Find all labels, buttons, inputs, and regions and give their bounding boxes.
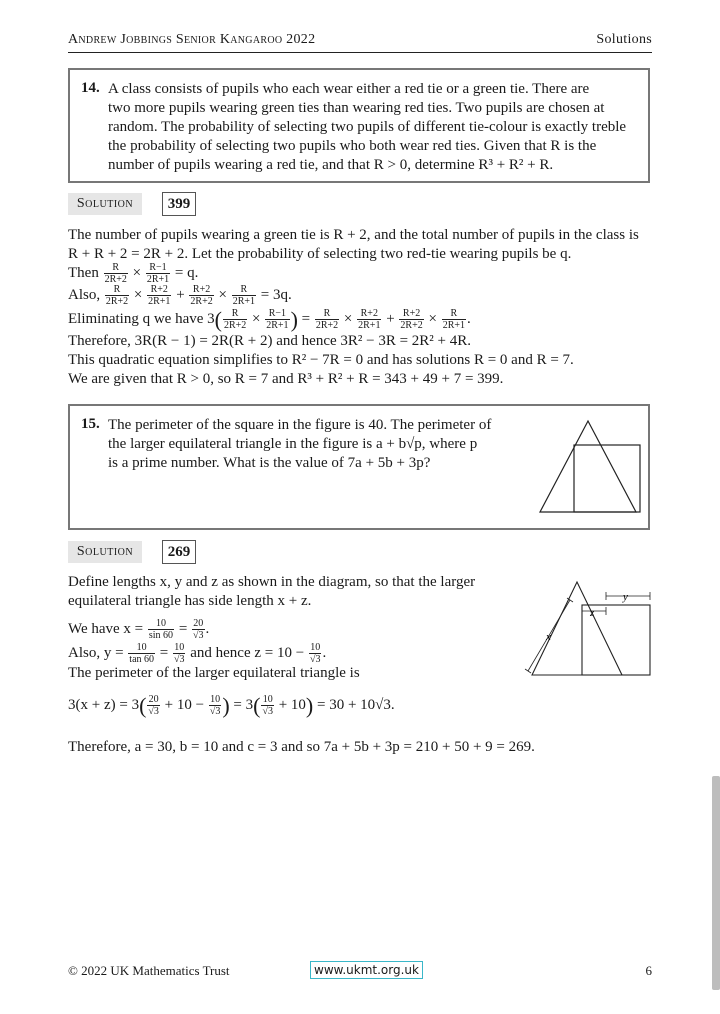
problem-15-figure	[534, 416, 644, 516]
sol15-final: Therefore, a = 30, b = 10 and c = 3 and so 7a + 5b + 3p = 210 + 50 + 9 = 269.	[68, 739, 535, 755]
fraction: $\frac{R-1}{2R+1}$	[266, 308, 289, 331]
sol15-define-1: Define lengths x, y and z as shown in the diagram, so that the larger	[68, 574, 476, 590]
header-section: Solutions	[596, 32, 652, 47]
hencez-text: and hence z = 10 −	[190, 644, 305, 661]
problem-line: The perimeter of the square in the figure is 40. The perimeter of	[108, 417, 492, 433]
also-word: Also,	[68, 286, 101, 303]
fraction: $\frac{R}{2R+1}$	[232, 284, 255, 307]
sol15-perimeter-text: The perimeter of the larger equilateral triangle is	[68, 665, 360, 681]
header-title: Andrew Jobbings Senior Kangaroo 2022	[68, 32, 316, 47]
answer-box: 399	[162, 192, 196, 216]
problem-15-box	[68, 404, 650, 530]
sol14-given: We are given that R > 0, so R = 7 and R³ + R² + R = 343 + 49 + 7 = 399.	[68, 371, 504, 387]
label-y: y	[623, 591, 628, 603]
problem-number: 14.	[81, 80, 100, 96]
fraction: $\frac{R+2}{2R+2}$	[400, 308, 423, 331]
fraction: $\frac{R}{2R+2}$	[105, 284, 129, 307]
sol14-text-2: R + R + 2 = 2R + 2. Let the probability of selecting two red-tie wearing pupils be q.	[68, 246, 572, 262]
fraction: $\frac{R}{2R+2}$	[315, 308, 339, 331]
problem-line: is a prime number. What is the value of 7a + 5b + 3p?	[108, 455, 431, 471]
fraction: $\frac{10}{√3}$	[173, 642, 185, 665]
sol15-define-2: equilateral triangle has side length x + z.	[68, 593, 312, 609]
sol14-elim-line: Eliminating q we have 3( $\frac{R}{2R+2}$ × $\frac{R-1}{2R+1}$ ) = $\frac{R}{2R+2}$ × $\frac{R+2}{2R+1}$ + $\frac{R+2}{2R+2}$ × $\frac{R}{2R+1}$ .	[68, 307, 471, 332]
problem-line: the probability of selecting two pupils who both wear red ties. Given that R is the	[108, 138, 597, 154]
fraction: $\frac{R}{2R+2}$	[104, 262, 127, 285]
fraction: $\frac{10}{\tan 60}$	[129, 642, 155, 665]
fraction: $\frac{10}{√3}$	[262, 694, 273, 717]
website-link[interactable]: www.ukmt.org.uk	[310, 961, 423, 979]
solution-label: Solution	[68, 541, 142, 563]
then-rhs: = q.	[174, 264, 199, 281]
fraction: $\frac{R}{2R+2}$	[223, 308, 247, 331]
copyright-text: © 2022 UK Mathematics Trust	[68, 963, 230, 978]
sol14-quadratic: This quadratic equation simplifies to R² − 7R = 0 and has solutions R = 0 and R = 7.	[68, 352, 574, 368]
problem-line: number of pupils wearing a red tie, and that R > 0, determine R³ + R² + R.	[108, 157, 554, 173]
sol14-text-1: The number of pupils wearing a green tie is R + 2, and the total number of pupils in the class is	[68, 227, 639, 243]
fraction: $\frac{R+2}{2R+2}$	[190, 284, 213, 307]
page-number: 6	[645, 963, 652, 978]
problem-14-box	[68, 68, 650, 183]
big-eq-end: = 30 + 10√3.	[317, 696, 395, 713]
problem-line: two more pupils wearing green ties than wearing red ties. Two pupils are chosen at	[108, 100, 605, 116]
solution-label: Solution	[68, 193, 142, 215]
problem-14-text	[108, 80, 626, 175]
fraction: $\frac{20}{√3}$	[148, 694, 159, 717]
fraction: $\frac{R-1}{2R+1}$	[146, 262, 170, 285]
fraction: $\frac{10}{√3}$	[209, 694, 221, 717]
then-word: Then	[68, 264, 99, 281]
sol14-then-line: Then $\frac{R}{2R+2}$ × $\frac{R-1}{2R+1}$ = q.	[68, 262, 199, 285]
sol14-therefore: Therefore, 3R(R − 1) = 2R(R + 2) and hence 3R² − 3R = 2R² + 4R.	[68, 333, 472, 349]
label-x: x	[546, 631, 551, 643]
fraction: $\frac{R+2}{2R+1}$	[358, 308, 381, 331]
sol15-big-equation: 3(x + z) = 3( $\frac{20}{√3}$ + 10 − $\frac{10}{√3}$ ) = 3( $\frac{10}{√3}$ + 10) = 30 + 10√3.	[68, 693, 395, 718]
answer-box: 269	[162, 540, 196, 564]
problem-line: A class consists of pupils who each wear either a red tie or a green tie. There are	[108, 81, 590, 97]
also-rhs: = 3q.	[260, 286, 292, 303]
page-header	[68, 30, 652, 53]
problem-line: random. The probability of selecting two pupils of different tie-colour is exactly treble	[108, 119, 627, 135]
sol15-y-line: Also, y = $\frac{10}{\tan 60}$ = $\frac{10}{√3}$ and hence z = 10 − $\frac{10}{√3}$ .	[68, 642, 327, 665]
fraction: $\frac{20}{√3}$	[193, 618, 204, 641]
fraction: $\frac{R}{2R+1}$	[442, 308, 466, 331]
problem-line: the larger equilateral triangle in the figure is a + b√p, where p	[108, 436, 478, 452]
fraction: $\frac{R+2}{2R+1}$	[148, 284, 171, 307]
solution-15-diagram	[520, 578, 660, 682]
fraction: $\frac{10}{\sin 60}$	[148, 618, 174, 641]
elim-text: Eliminating q we have 3	[68, 310, 215, 327]
problem-number: 15.	[81, 416, 100, 432]
label-z: z	[590, 607, 595, 619]
fraction: $\frac{10}{√3}$	[309, 642, 321, 665]
equilateral-triangle	[540, 421, 636, 512]
sol15-x-line: We have x = $\frac{10}{\sin 60}$ = $\frac{20}{√3}$ .	[68, 618, 210, 641]
sol14-also-line: Also, $\frac{R}{2R+2}$ × $\frac{R+2}{2R+1}$ + $\frac{R+2}{2R+2}$ × $\frac{R}{2R+1}$ = 3q.	[68, 284, 292, 307]
page-footer	[68, 963, 652, 983]
problem-15-text	[108, 416, 491, 473]
havex-text: We have x =	[68, 620, 144, 637]
alsoy-text: Also, y =	[68, 644, 124, 661]
scrollbar-thumb[interactable]	[712, 776, 720, 990]
big-eq-start: 3(x + z) = 3	[68, 696, 140, 713]
